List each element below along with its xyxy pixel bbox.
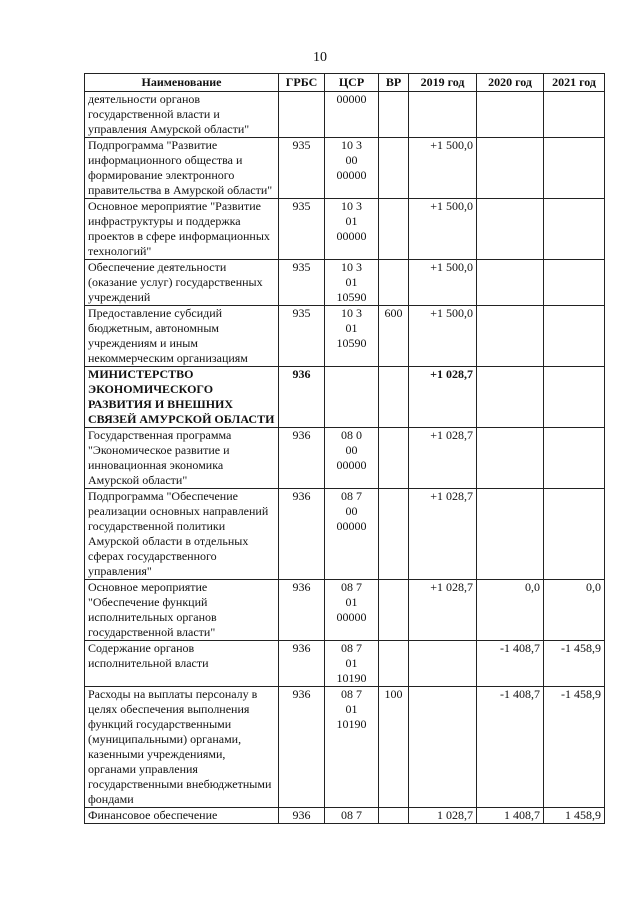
row-csr: 00000 (325, 92, 379, 138)
header-grbs: ГРБС (279, 74, 325, 92)
row-2019: +1 500,0 (409, 138, 477, 199)
row-name: деятельности органов государственной власти и управления Амурской области" (85, 92, 279, 138)
row-name: Содержание органов исполнительной власти (85, 641, 279, 687)
header-csr: ЦСР (325, 74, 379, 92)
row-vr (379, 489, 409, 580)
row-2021 (544, 138, 605, 199)
row-2019: +1 500,0 (409, 260, 477, 306)
row-2019: +1 500,0 (409, 306, 477, 367)
row-csr: 08 0 00 00000 (325, 428, 379, 489)
row-2020 (477, 92, 544, 138)
row-2019: +1 028,7 (409, 489, 477, 580)
row-vr (379, 367, 409, 428)
table-row (85, 92, 605, 138)
row-2019 (409, 687, 477, 808)
row-name: Подпрограмма "Развитие информационного общества и формирование электронного правительства в Амурской области" (85, 138, 279, 199)
row-csr: 10 3 01 10590 (325, 306, 379, 367)
table-row (85, 367, 605, 428)
row-csr: 10 3 01 00000 (325, 199, 379, 260)
row-2020: -1 408,7 (477, 687, 544, 808)
row-vr (379, 92, 409, 138)
row-csr: 08 7 (325, 808, 379, 824)
row-2020: -1 408,7 (477, 641, 544, 687)
row-2020 (477, 260, 544, 306)
table-row (85, 580, 605, 641)
row-vr (379, 428, 409, 489)
row-grbs: 936 (279, 428, 325, 489)
row-grbs: 936 (279, 580, 325, 641)
row-vr: 100 (379, 687, 409, 808)
row-2021 (544, 306, 605, 367)
row-grbs: 936 (279, 687, 325, 808)
row-grbs: 936 (279, 641, 325, 687)
header-name: Наименование (85, 74, 279, 92)
row-vr (379, 580, 409, 641)
row-vr (379, 641, 409, 687)
table-row (85, 260, 605, 306)
table-body (85, 92, 605, 824)
row-grbs: 935 (279, 306, 325, 367)
table-row (85, 306, 605, 367)
row-2021 (544, 367, 605, 428)
row-name: Государственная программа "Экономическое развитие и инновационная экономика Амурской области" (85, 428, 279, 489)
page-number: 10 (313, 50, 327, 65)
row-grbs: 935 (279, 199, 325, 260)
table-row (85, 808, 605, 824)
row-2021: 0,0 (544, 580, 605, 641)
row-csr: 08 7 01 10190 (325, 687, 379, 808)
row-2020 (477, 489, 544, 580)
row-csr: 10 3 01 10590 (325, 260, 379, 306)
row-csr: 08 7 01 00000 (325, 580, 379, 641)
header-2019: 2019 год (409, 74, 477, 92)
row-2019: +1 500,0 (409, 199, 477, 260)
row-csr: 08 7 00 00000 (325, 489, 379, 580)
row-name: Основное мероприятие "Развитие инфраструктуры и поддержка проектов в сфере информационных технологий" (85, 199, 279, 260)
row-2020 (477, 138, 544, 199)
row-grbs: 935 (279, 138, 325, 199)
row-2020: 1 408,7 (477, 808, 544, 824)
table-header-row (85, 74, 605, 92)
budget-table (84, 73, 605, 824)
row-grbs: 936 (279, 489, 325, 580)
row-csr (325, 367, 379, 428)
row-2021: -1 458,9 (544, 641, 605, 687)
table-row (85, 641, 605, 687)
row-vr (379, 260, 409, 306)
row-2019: +1 028,7 (409, 367, 477, 428)
table-row (85, 687, 605, 808)
row-csr: 10 3 00 00000 (325, 138, 379, 199)
row-name: Расходы на выплаты персоналу в целях обеспечения выполнения функций государственными (муниципальными) органами, казенными учреждениями, органами управления государственными внебюджетными фондами (85, 687, 279, 808)
row-2019: 1 028,7 (409, 808, 477, 824)
row-vr: 600 (379, 306, 409, 367)
row-2020 (477, 306, 544, 367)
row-2021 (544, 428, 605, 489)
row-name: Предоставление субсидий бюджетным, автономным учреждениям и иным некоммерческим организациям (85, 306, 279, 367)
row-vr (379, 808, 409, 824)
row-grbs: 936 (279, 367, 325, 428)
row-2019 (409, 92, 477, 138)
row-csr: 08 7 01 10190 (325, 641, 379, 687)
row-2019 (409, 641, 477, 687)
row-vr (379, 138, 409, 199)
row-name: Обеспечение деятельности (оказание услуг) государственных учреждений (85, 260, 279, 306)
row-2020 (477, 199, 544, 260)
table-row (85, 138, 605, 199)
row-2020 (477, 367, 544, 428)
row-name: Финансовое обеспечение (85, 808, 279, 824)
row-name: Подпрограмма "Обеспечение реализации основных направлений государственной политики Амурской области в отдельных сферах государственного управления" (85, 489, 279, 580)
row-2021 (544, 92, 605, 138)
table-row (85, 428, 605, 489)
header-vr: ВР (379, 74, 409, 92)
header-2021: 2021 год (544, 74, 605, 92)
row-2019: +1 028,7 (409, 580, 477, 641)
row-2019: +1 028,7 (409, 428, 477, 489)
row-2021 (544, 260, 605, 306)
row-vr (379, 199, 409, 260)
row-2020: 0,0 (477, 580, 544, 641)
row-grbs (279, 92, 325, 138)
header-2020: 2020 год (477, 74, 544, 92)
row-name: МИНИСТЕРСТВО ЭКОНОМИЧЕСКОГО РАЗВИТИЯ И ВНЕШНИХ СВЯЗЕЙ АМУРСКОЙ ОБЛАСТИ (85, 367, 279, 428)
row-2021: -1 458,9 (544, 687, 605, 808)
row-2021 (544, 199, 605, 260)
row-name: Основное мероприятие "Обеспечение функций исполнительных органов государственной власти" (85, 580, 279, 641)
row-2020 (477, 428, 544, 489)
row-2021 (544, 489, 605, 580)
row-2021: 1 458,9 (544, 808, 605, 824)
row-grbs: 936 (279, 808, 325, 824)
row-grbs: 935 (279, 260, 325, 306)
table-row (85, 489, 605, 580)
table-row (85, 199, 605, 260)
